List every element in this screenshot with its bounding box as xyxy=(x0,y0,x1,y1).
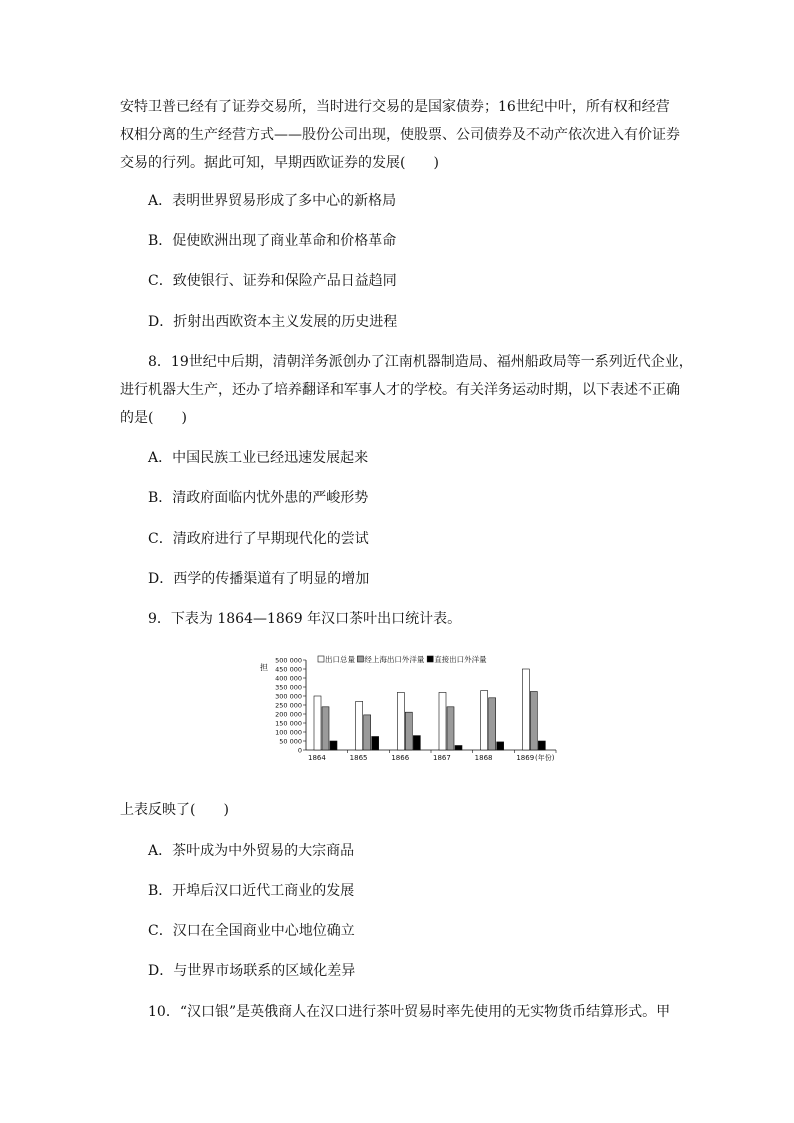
x-tick-label: 1868 xyxy=(474,754,493,762)
x-tick-label: 1866 xyxy=(391,754,410,762)
bar-1866-2 xyxy=(405,712,412,750)
legend-label-3: 直接出口外洋量 xyxy=(434,655,487,664)
bar-1868-3 xyxy=(497,742,504,750)
bar-1867-2 xyxy=(447,707,454,750)
bar-1864-3 xyxy=(330,741,337,750)
legend-swatch-3 xyxy=(427,656,433,662)
y-tick-label: 250 000 xyxy=(275,701,302,710)
bar-1864-1 xyxy=(314,696,321,750)
y-tick-label: 200 000 xyxy=(275,710,302,719)
q8-stem-line-2: 进行机器大生产，还办了培养翻译和军事人才的学校。有关洋务运动时期，以下表述不正确 xyxy=(120,382,680,398)
q9-option-d: D．与世界市场联系的区域化差异 xyxy=(148,963,356,979)
intro-line-1: 安特卫普已经有了证券交易所，当时进行交易的是国家债券；16世纪中叶，所有权和经营 xyxy=(120,99,670,115)
tea-export-chart xyxy=(256,652,568,764)
q7-option-b: B．促使欧洲出现了商业革命和价格革命 xyxy=(148,233,397,249)
q8-stem-line-1: 8．19世纪中后期，清朝洋务派创办了江南机器制造局、福州船政局等一系列近代企业， xyxy=(148,354,693,370)
y-tick-label: 300 000 xyxy=(275,692,302,701)
intro-line-2: 权相分离的生产经营方式——股份公司出现，使股票、公司债券及不动产依次进入有价证券 xyxy=(120,127,680,143)
x-tick-label: 1869 xyxy=(516,754,535,762)
q7-option-c: C．致使银行、证券和保险产品日益趋同 xyxy=(148,273,397,289)
q9-stem: 9．下表为 1864—1869 年汉口茶叶出口统计表。 xyxy=(148,611,462,627)
q8-option-c: C．清政府进行了早期现代化的尝试 xyxy=(148,531,369,547)
y-tick-label: 150 000 xyxy=(275,719,302,728)
y-axis-title: 担 xyxy=(260,663,268,672)
x-tick-label: 1864 xyxy=(308,754,326,762)
q9-option-b: B．开埠后汉口近代工商业的发展 xyxy=(148,883,355,899)
q8-option-b: B．清政府面临内忧外患的严峻形势 xyxy=(148,490,369,506)
y-tick-label: 400 000 xyxy=(275,674,302,683)
x-tick-label: 1867 xyxy=(433,754,451,762)
bar-1866-3 xyxy=(413,736,420,750)
bar-1865-1 xyxy=(356,701,363,750)
q8-stem-line-3: 的是( ) xyxy=(120,410,187,426)
bar-1865-3 xyxy=(372,737,379,751)
bar-1868-2 xyxy=(489,698,496,750)
y-tick-label: 350 000 xyxy=(275,683,302,692)
q8-option-a: A．中国民族工业已经迅速发展起来 xyxy=(148,450,369,466)
bar-1866-1 xyxy=(397,692,404,750)
bar-1869-2 xyxy=(530,692,537,751)
y-tick-label: 450 000 xyxy=(275,665,302,674)
q7-option-d: D．折射出西欧资本主义发展的历史进程 xyxy=(148,314,398,330)
legend-swatch-1 xyxy=(318,656,324,662)
bar-1867-1 xyxy=(439,692,446,750)
bar-1865-2 xyxy=(364,715,371,750)
q9-after: 上表反映了( ) xyxy=(120,802,229,818)
legend-label-2: 经上海出口外洋量 xyxy=(364,655,425,664)
q9-option-a: A．茶叶成为中外贸易的大宗商品 xyxy=(148,843,355,859)
y-tick-label: 0 xyxy=(297,746,302,755)
y-tick-label: 100 000 xyxy=(275,728,302,737)
legend-label-1: 出口总量 xyxy=(325,655,355,664)
bar-1868-1 xyxy=(481,691,488,750)
intro-line-3: 交易的行列。据此可知，早期西欧证券的发展( ) xyxy=(120,155,439,171)
y-tick-label: 500 000 xyxy=(275,656,302,665)
q8-option-d: D．西学的传播渠道有了明显的增加 xyxy=(148,571,370,587)
bar-1869-3 xyxy=(538,741,545,750)
bar-1869-1 xyxy=(522,669,529,750)
q9-option-c: C．汉口在全国商业中心地位确立 xyxy=(148,923,355,939)
x-axis-title: (年份) xyxy=(535,754,555,762)
q10-stem-line-1: 10．“汉口银”是英俄商人在汉口进行茶叶贸易时率先使用的无实物货币结算形式。甲 xyxy=(148,1004,671,1020)
y-tick-label: 50 000 xyxy=(279,737,302,746)
x-tick-label: 1865 xyxy=(349,754,368,762)
bar-1867-3 xyxy=(455,746,462,751)
q7-option-a: A．表明世界贸易形成了多中心的新格局 xyxy=(148,193,397,209)
bar-1864-2 xyxy=(322,707,329,750)
legend-swatch-2 xyxy=(357,656,363,662)
